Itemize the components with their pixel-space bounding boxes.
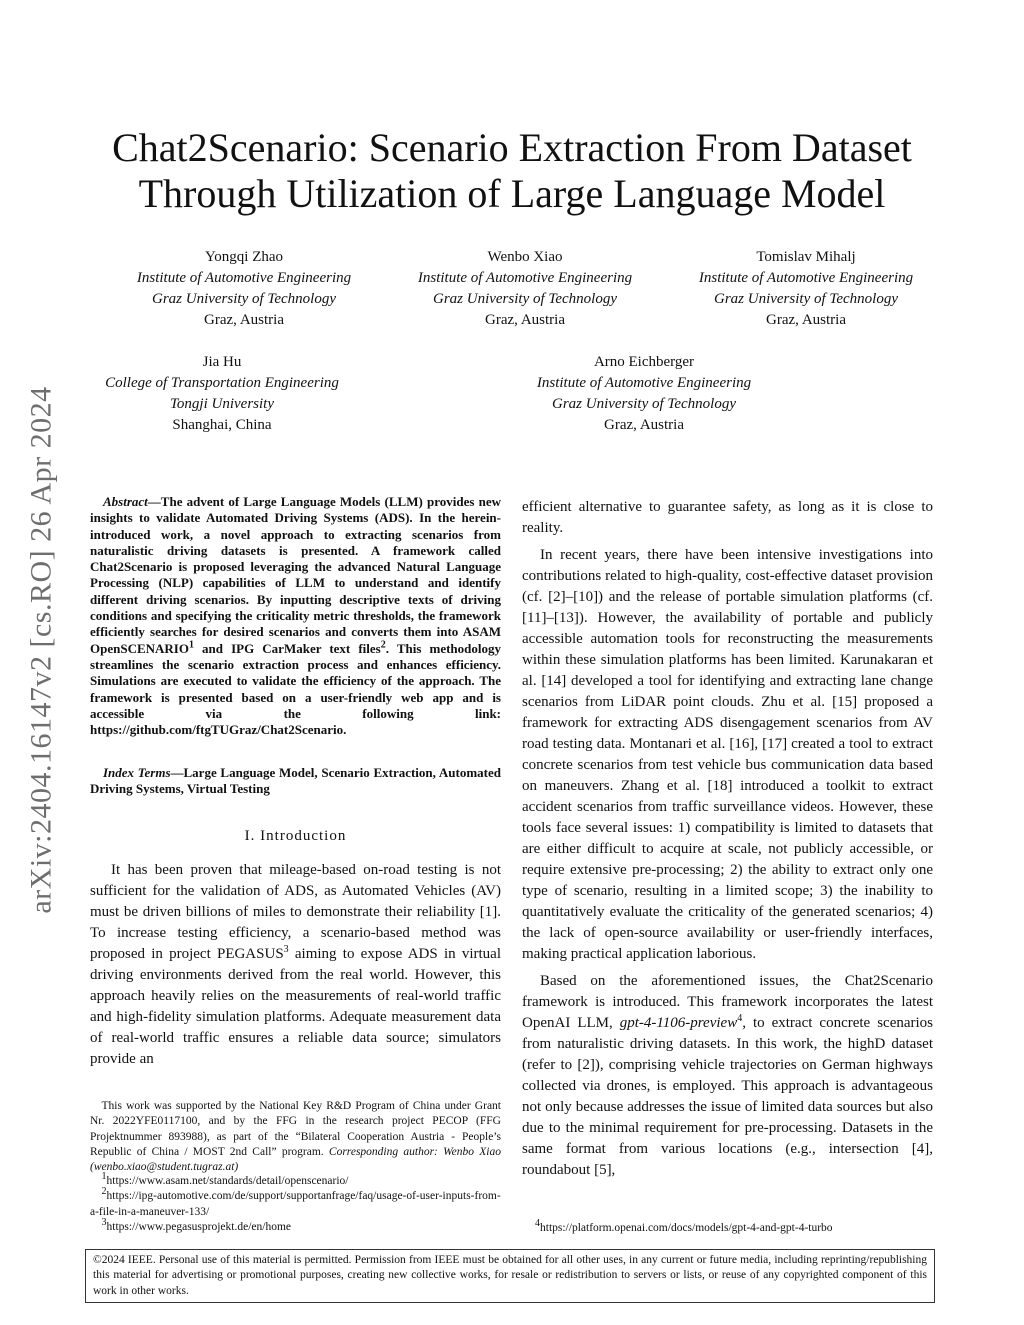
author-department: Institute of Automotive Engineering: [136, 270, 352, 286]
intro-text-1a: It has been proven that mileage-based on-road testing is not sufficient for the validation of ADS, as Automated Vehicles (AV) must be driven billions of miles to demonstrate their reliability [1]. To increase testing efficiency, a scenario-based method was proposed in project PEGASUS: [90, 862, 501, 962]
author-location: Graz, Austria: [485, 312, 565, 328]
author-location: Graz, Austria: [204, 312, 284, 328]
author-location: Shanghai, China: [172, 417, 272, 433]
author-department: College of Transportation Engineering: [105, 375, 339, 391]
arxiv-identifier: [12, 350, 72, 950]
abstract-text-3: . This methodology streamlines the scenario extraction process and enhances efficiency. Simulations are executed to validate the efficiency of the approach. The framework is presented based on a user-friendly web app and is accessible via the following link: https://github.com/ftgTUGraz/Chat2Scenario.: [90, 640, 501, 738]
author-name: Arno Eichberger: [593, 354, 695, 370]
footnote: [535, 1218, 833, 1234]
footnote: [90, 1217, 501, 1235]
author-department: Institute of Automotive Engineering: [536, 375, 752, 391]
footnote-url[interactable]: https://platform.openai.com/docs/models/gpt-4-and-gpt-4-turbo: [540, 1222, 833, 1234]
footnote-url[interactable]: https://ipg-automotive.com/de/support/supportanfrage/faq/usage-of-user-inputs-from-a-file-in-a-maneuver-133/: [90, 1190, 501, 1218]
intro-text-3b: , to extract concrete scenarios from naturalistic driving datasets. In this work, the highD dataset (refer to [2]), comprising vehicle trajectories on German highways collected via drones, is employed. This approach is advantageous not only because addresses the issue of limited data sources but also due to the minimal requirement for pre-processing. Datasets in the same format from various locations (e.g., intersection [4], roundabout [5],: [522, 1015, 934, 1178]
intro-text-3a: Based on the aforementioned issues, the Chat2Scenario framework is introduced. This framework incorporates the latest OpenAI LLM,: [522, 973, 933, 1031]
copyright-notice: ©2024 IEEE. Personal use of this material is permitted. Permission from IEEE must be obtained for all other uses, in any current or future media, including reprinting/republishing this material for advertising or promotional purposes, creating new collective works, for resale or redistribution to servers or lists, or reuse of any copyrighted component of this work in other works.: [85, 1249, 935, 1303]
index-terms: [90, 765, 501, 798]
author-organization: Graz University of Technology: [713, 291, 898, 307]
arxiv-id-text: arXiv:2404.16147v2 [cs.RO] 26 Apr 2024: [25, 386, 59, 914]
title-line-1: Chat2Scenario: Scenario Extraction From Dataset: [112, 125, 912, 170]
footnote-number: 2: [101, 1186, 107, 1198]
author-block: [494, 352, 794, 436]
author-name: Yongqi Zhao: [204, 249, 284, 265]
author-name: Tomislav Mihalj: [756, 249, 856, 265]
abstract-text-2: and IPG CarMaker text files: [193, 640, 381, 656]
funding-note: [90, 1099, 501, 1175]
author-name: Jia Hu: [202, 354, 242, 370]
footnote-url[interactable]: https://www.pegasusprojekt.de/en/home: [106, 1220, 291, 1233]
author-name: Wenbo Xiao: [487, 249, 563, 265]
intro-paragraph-1: [90, 860, 501, 1070]
funding-paragraph: [90, 1099, 501, 1175]
author-department: Institute of Automotive Engineering: [417, 270, 633, 286]
footnote-ref-3: 3: [283, 944, 289, 955]
footnote: [90, 1186, 501, 1220]
footnote-ref-2: 2: [380, 639, 386, 651]
author-block: [375, 247, 675, 331]
footnote-ref-1: 1: [188, 639, 194, 651]
title-line-2: Through Utilization of Large Language Model: [138, 171, 886, 216]
author-block: [94, 247, 394, 331]
index-terms-label: Index Terms: [103, 765, 171, 780]
footnotes-left: [90, 1171, 501, 1235]
index-terms-paragraph: [90, 765, 501, 798]
author-location: Graz, Austria: [604, 417, 684, 433]
author-organization: Graz University of Technology: [151, 291, 336, 307]
abstract-label: Abstract: [103, 494, 148, 509]
footnote-number: 3: [101, 1217, 107, 1229]
model-name: gpt-4-1106-preview: [619, 1015, 738, 1031]
intro-paragraph-continued: efficient alternative to guarantee safety, as long as it is close to reality.: [522, 499, 933, 536]
section-heading-introduction: I. Introduction: [244, 828, 347, 844]
abstract: [90, 494, 501, 738]
abstract-text-1: —The advent of Large Language Models (LLM) provides new insights to validate Automated Driving Systems (ADS). In the herein-introduced work, a novel approach to extracting scenarios from naturalistic driving datasets is presented. A framework called Chat2Scenario is proposed leveraging the advanced Natural Language Processing (NLP) capabilities of LLM to understand and identify different driving scenarios. By inputting descriptive texts of driving conditions and specifying the criticality metric thresholds, the framework efficiently searches for desired scenarios and converts them into ASAM OpenSCENARIO: [90, 494, 501, 656]
abstract-paragraph: [90, 494, 501, 738]
author-organization: Graz University of Technology: [432, 291, 617, 307]
author-organization: Graz University of Technology: [551, 396, 736, 412]
introduction-left-column: [90, 860, 501, 1070]
corresponding-author: Corresponding author: Wenbo Xiao (wenbo.xiao@student.tugraz.at): [90, 1145, 501, 1174]
intro-paragraph-2: In recent years, there have been intensive investigations into contributions related to high-quality, cost-effective dataset provision (cf. [2]–[10]) and the release of portable simulation platforms (cf. [11]–[13]). However, the availability of portable and publicly accessible automation tools for reconstructing the measurements within these simulation platforms has been limited. Karunakaran et al. [14] developed a tool for identifying and extracting lane change scenarios from LiDAR point clouds. Zhu et al. [15] proposed a framework for extracting ADS disengagement scenarios from AV road testing data. Montanari et al. [16], [17] created a tool to extract concrete scenarios from test vehicle bus communication data based on maneuvers. Zhang et al. [18] introduced a toolkit to extract accident scenarios from traffic surveillance videos. However, these tools face several issues: 1) compatibility is limited to datasets that are either difficult to acquire at scale, not publicly accessible, or require extensive pre-processing; 2) the ability to extract only one type of scenario, resulting in a limited scope; 3) the inability to quantitatively evaluate the criticality of the generated scenarios; 4) the lack of open-source availability or user-friendly interfaces, making practical application laborious.: [522, 547, 933, 962]
index-terms-text: —Large Language Model, Scenario Extraction, Automated Driving Systems, Virtual Testing: [90, 765, 501, 797]
author-block: [656, 247, 956, 331]
intro-paragraph-3: [522, 971, 933, 1181]
footnote-ref-4: 4: [737, 1013, 743, 1024]
author-organization: Tongji University: [169, 396, 275, 412]
paper-title: [80, 125, 944, 217]
introduction-right-column: [522, 497, 933, 1181]
footnote: [90, 1171, 501, 1189]
footnote-number: 1: [101, 1171, 107, 1183]
funding-text: This work was supported by the National Key R&D Program of China under Grant Nr. 2022YFE0117100, and by the FFG in the research project PECOP (FFG Projektnummer 893988), as part of the “Bilateral Cooperation Austria - People’s Republic of China / MOST 2nd Call” program.: [90, 1100, 501, 1158]
author-location: Graz, Austria: [766, 312, 846, 328]
footnote-url[interactable]: https://www.asam.net/standards/detail/openscenario/: [106, 1175, 349, 1187]
intro-text-1b: aiming to expose ADS in virtual driving environments derived from the real world. However, this approach heavily relies on the measurements of real-world traffic and high-fidelity simulation platforms. Adequate measurement data of real-world traffic ensures a reliable data source; simulators provide an: [90, 946, 501, 1067]
author-department: Institute of Automotive Engineering: [698, 270, 914, 286]
footnote-number: 4: [535, 1218, 540, 1230]
author-block: [72, 352, 372, 436]
